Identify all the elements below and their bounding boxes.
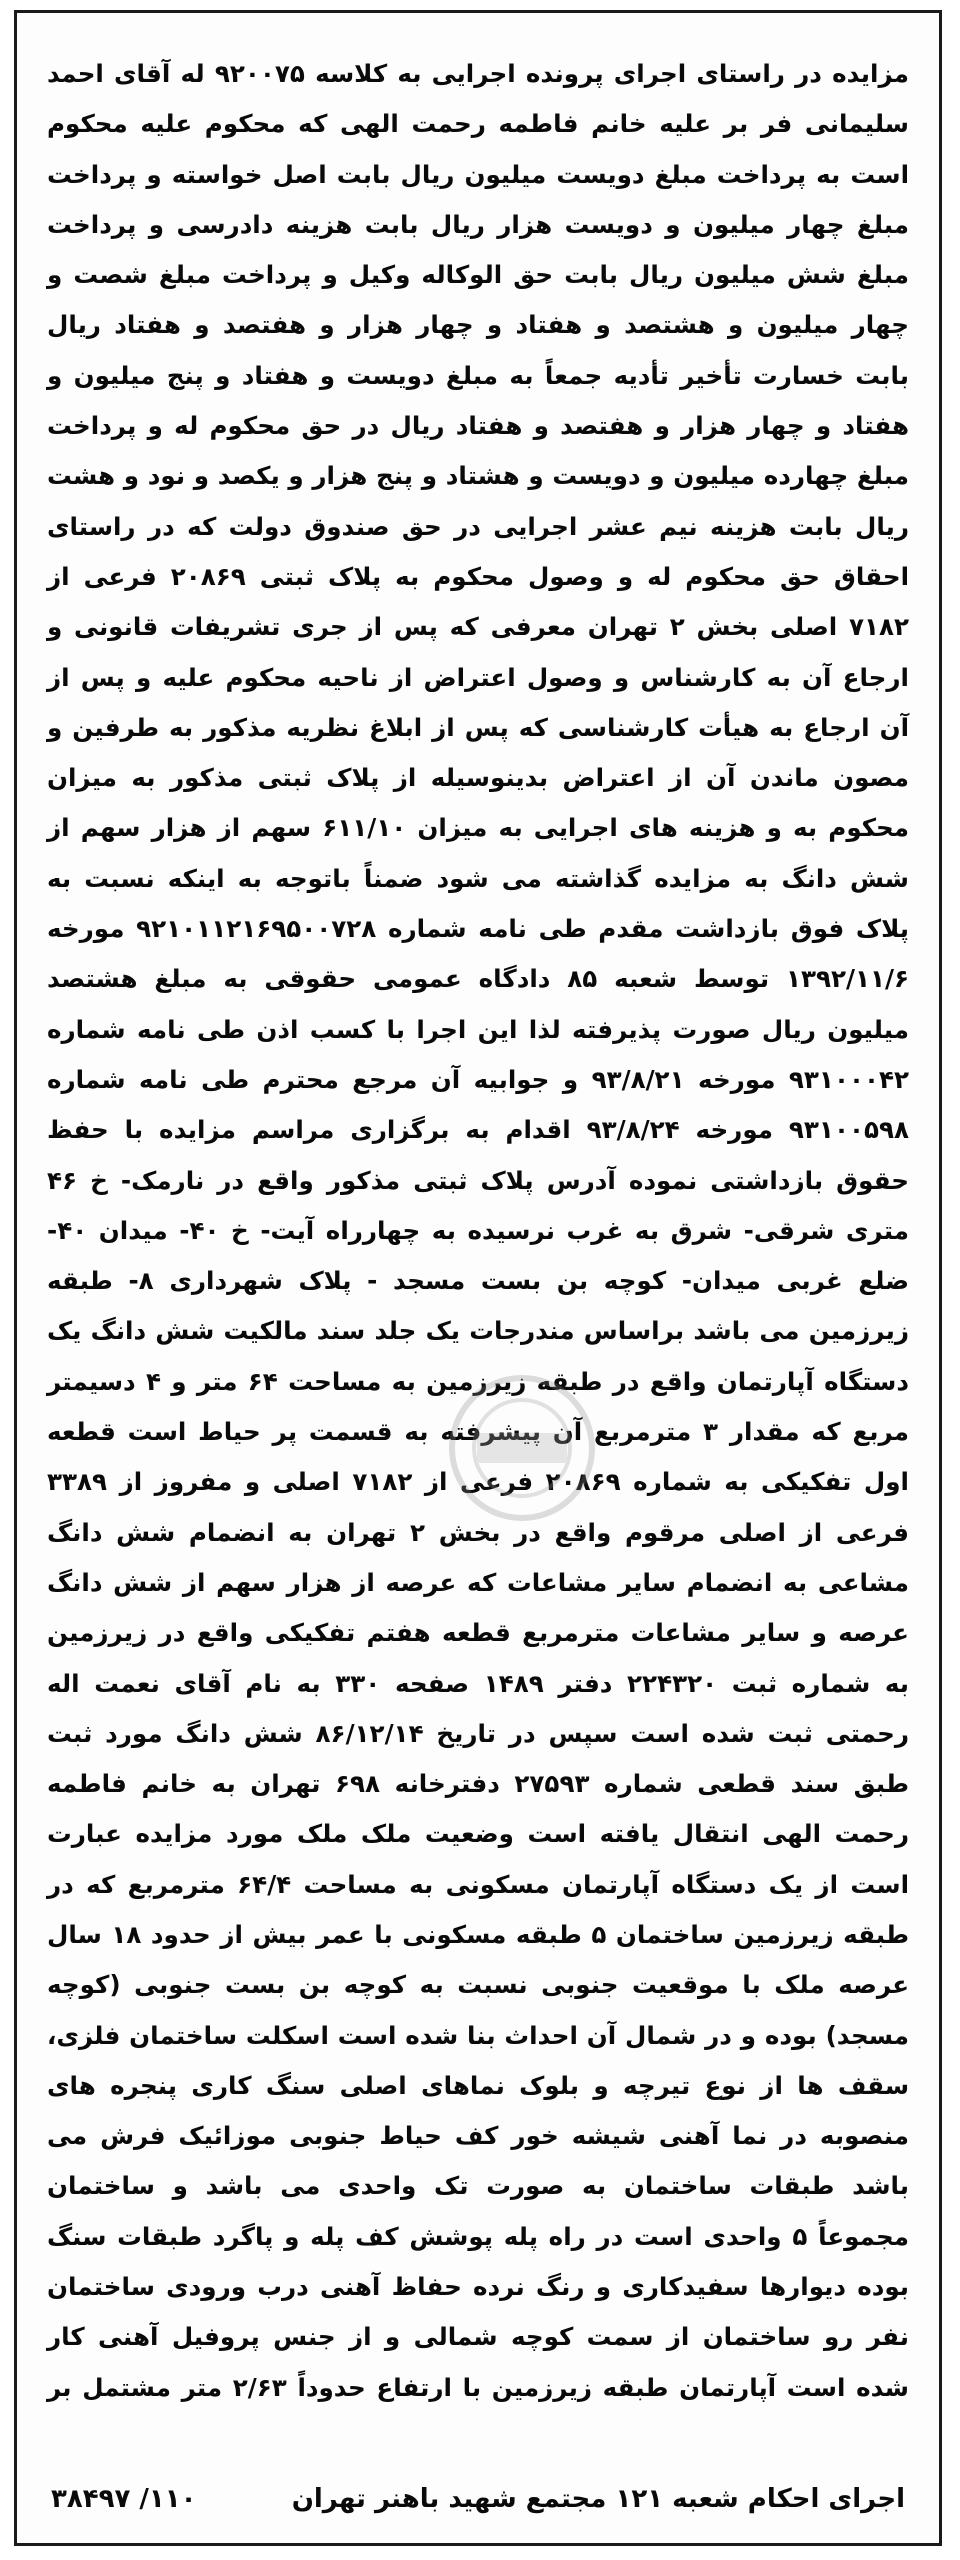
issuing-authority: اجرای احکام شعبه ۱۲۱ مجتمع شهید باهنر تهران [291, 2484, 905, 2514]
notice-reference-number: ۳۸۴۹۷ /۱۱۰ [51, 2484, 197, 2514]
notice-body-text: مزایده در راستای اجرای پرونده اجرایی به کلاسه ۹۲۰۰۷۵ له آقای احمد سلیمانی فر بر علیه خانم فاطمه رحمت الهی که محکوم علیه محکوم است به پرداخت مبلغ دویست میلیون ریال بابت اصل خواسته و پرداخت مبلغ چهار میلیون و دویست هزار ریال بابت هزینه دادرسی و پرداخت مبلغ شش میلیون ریال بابت حق الوکاله وکیل و پرداخت مبلغ شصت و چهار میلیون و هشتصد و هفتاد و چهار هزار و هفتصد و هفتاد ریال بابت خسارت تأخیر تأدیه جمعاً به مبلغ دویست و هفتاد و پنج میلیون و هفتاد و چهار هزار و هفتصد و هفتاد ریال در حق محکوم له و پرداخت مبلغ چهارده میلیون و دویست و هشتاد و پنج هزار و یکصد و نود و هشت ریال بابت هزینه نیم عشر اجرایی در حق صندوق دولت که در راستای احقاق حق محکوم له و وصول محکوم به پلاک ثبتی ۲۰۸۶۹ فرعی از ۷۱۸۲ اصلی بخش ۲ تهران معرفی که پس از جری تشریفات قانونی و ارجاع آن به کارشناس و وصول اعتراض از ناحیه محکوم علیه و پس از آن ارجاع به هیأت کارشناسی که پس از ابلاغ نظریه مذکور به طرفین و مصون ماندن آن از اعتراض بدینوسیله از پلاک ثبتی مذکور به میزان محکوم به و هزینه های اجرایی به میزان ۶۱۱/۱۰ سهم از هزار سهم از شش دانگ به مزایده گذاشته می شود ضمناً باتوجه به اینکه نسبت به پلاک فوق بازداشت مقدم طی نامه شماره ۹۲۱۰۱۱۲۱۶۹۵۰۰۷۲۸ مورخه ۱۳۹۲/۱۱/۶ توسط شعبه ۸۵ دادگاه عمومی حقوقی به مبلغ هشتصد میلیون ریال صورت پذیرفته لذا این اجرا با کسب اذن طی نامه شماره ۹۳۱۰۰۰۴۲ مورخه ۹۳/۸/۲۱ و جوابیه آن مرجع محترم طی نامه شماره ۹۳۱۰۰۵۹۸ مورخه ۹۳/۸/۲۴ اقدام به برگزاری مراسم مزایده با حفظ حقوق بازداشتی نموده آدرس پلاک ثبتی مذکور واقع در نارمک- خ ۴۶ متری شرقی- شرق به غرب نرسیده به چهارراه آیت- خ ۴۰- میدان ۴۰- ضلع غربی میدان- کوچه بن بست مسجد - پلاک شهرداری ۸- طبقه زیرزمین می باشد براساس مندرجات یک جلد سند مالکیت شش دانگ یک دستگاه آپارتمان واقع در طبقه زیرزمین به مساحت ۶۴ متر و ۴ دسیمتر مربع که مقدار ۳ مترمربع آن پیشرفته به قسمت پر حیاط است قطعه اول تفکیکی به شماره ۲۰۸۶۹ فرعی از ۷۱۸۲ اصلی و مفروز از ۳۳۸۹ فرعی از اصلی مرقوم واقع در بخش ۲ تهران به انضمام شش دانگ مشاعی به انضمام سایر مشاعات که عرصه از هزار سهم از شش دانگ عرصه و سایر مشاعات مترمربع قطعه هفتم تفکیکی واقع در زیرزمین به شماره ثبت ۲۲۴۳۲۰ دفتر ۱۴۸۹ صفحه ۳۳۰ به نام آقای نعمت اله رحمتی ثبت شده است سپس در تاریخ ۸۶/۱۲/۱۴ شش دانگ مورد ثبت طبق سند قطعی شماره ۲۷۵۹۳ دفترخانه ۶۹۸ تهران به خانم فاطمه رحمت الهی انتقال یافته است وضعیت ملک ملک مورد مزایده عبارت است از یک دستگاه آپارتمان مسکونی به مساحت ۶۴/۴ مترمربع که در طبقه زیرزمین ساختمان ۵ طبقه مسکونی با عمر بیش از حدود ۱۸ سال عرصه ملک با موقعیت جنوبی نسبت به کوچه بن بست جنوبی (کوچه مسجد) بوده و در شمال آن احداث بنا شده است اسکلت ساختمان فلزی، سقف ها از نوع تیرچه و بلوک نماهای اصلی سنگ کاری پنجره های منصوبه در نما آهنی شیشه خور کف حیاط جنوبی موزائیک فرش می باشد طبقات ساختمان به صورت تک واحدی می باشد و ساختمان مجموعاً ۵ واحدی است در راه پله پوشش کف پله و پاگرد طبقات سنگ بوده دیوارها سفیدکاری و رنگ نرده حفاظ آهنی درب ورودی ساختمان نفر رو ساختمان از سمت کوچه شمالی و از جنس پروفیل آهنی کار شده است آپارتمان طبقه زیرزمین با ارتفاع حدوداً ۲/۶۳ متر مشتمل بر [47, 59, 910, 2402]
auction-notice [14, 10, 942, 2546]
notice-footer [17, 2469, 939, 2529]
